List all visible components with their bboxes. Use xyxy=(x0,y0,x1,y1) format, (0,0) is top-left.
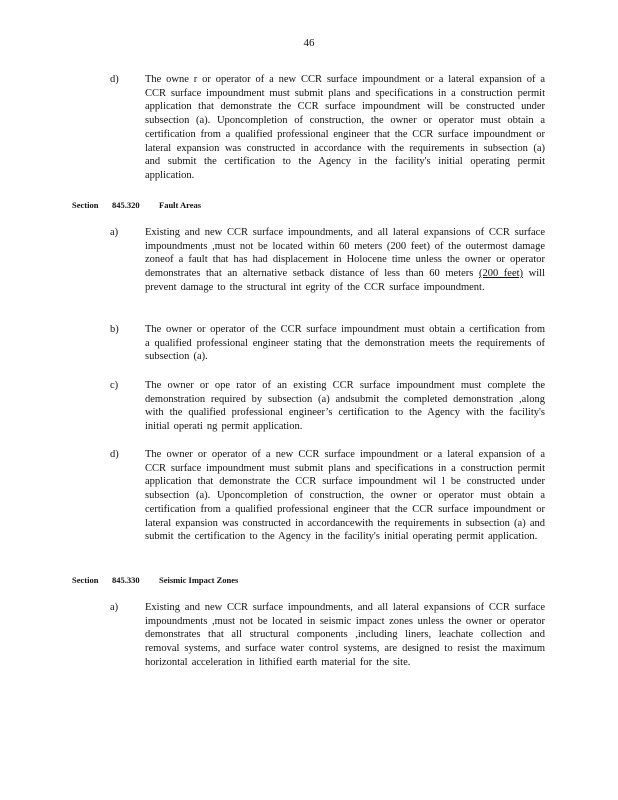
paragraph-text: The owner or operator of the CCR surface impoundment must obtain a certification from a qualified professional engineer stating that the demonstration meets the requirements of subsection (a). xyxy=(145,324,545,363)
section-number: 845.330 xyxy=(112,575,140,585)
text-after: will prevent damage to the structural int egrity of the CCR surface impoundment. xyxy=(145,268,545,293)
page-number: 46 xyxy=(303,37,315,49)
section-title: Seismic Impact Zones xyxy=(159,575,239,585)
section-number: 845.320 xyxy=(112,200,140,210)
paragraph-letter: c) xyxy=(110,380,119,391)
section-label: Section xyxy=(72,575,99,585)
paragraph-text: The owner or operator of a new CCR surface impoundment or a lateral expansion of a CCR surface impoundment must submit plans and specifications in a construction permit application that demonstrate the CCR surface impoundment wil l be constructed under subsection (a). Uponcompletion of construction, the owner or operator must obtain a certification from a qualified professional engineer that the CCR surface impoundment or lateral expansion was constructed in accordancewith the requirements in subsection (a) and submit the certification to the Agency in the facility's initial operating permit application. xyxy=(145,449,545,543)
section-label: Section xyxy=(72,200,99,210)
paragraph-text: The owne r or operator of a new CCR surface impoundment or a lateral expansion of a CCR surface impoundment must submit plans and specifications in a construction permit application that demonstrate the CCR surface impoundment will be constructed under subsection (a). Uponcompletion of construction, the owner or operator must obtain a certification from a qualified professional engineer that the CCR surface impoundment or lateral expansion was constructed in accordance with the requirements in subsection (a) and submit the certification to the Agency in the facility's initial operating permit application. xyxy=(145,74,545,181)
paragraph-letter: a) xyxy=(110,227,119,238)
paragraph-text: The owner or ope rator of an existing CCR surface impoundment must complete the demonstration required by subsection (a) andsubmit the completed demonstration ,along with the qualified professional engineer’s certification to the Agency with the facility's initial operati ng permit application. xyxy=(145,380,545,433)
section-heading-845-330 xyxy=(72,575,238,585)
paragraph-text xyxy=(145,226,545,295)
text-before: Existing and new CCR surface impoundments, and all lateral expansions of CCR surface impoundments ,must not be located within 60 meters (200 feet) of the outermost damage zoneof a fault that has had displacement in Holocene time unless the owner or operator demonstrates that an alternative setback distance of less than 60 meters xyxy=(145,227,545,280)
section-title: Fault Areas xyxy=(159,200,202,210)
paragraph-letter: d) xyxy=(110,449,119,460)
paragraph-letter: b) xyxy=(110,324,119,335)
section-heading-845-320 xyxy=(72,200,201,210)
paragraph-letter: a) xyxy=(110,602,119,613)
paragraph-text: Existing and new CCR surface impoundments, and all lateral expansions of CCR surface impoundments ,must not be located in seismic impact zones unless the owner or operator demonstrates that all structural components ,including liners, leachate collection and removal systems, and surface water control systems, are designed to resist the maximum horizontal acceleration in lithified earth material for the site. xyxy=(145,602,545,668)
paragraph-letter: d) xyxy=(110,74,119,85)
underlined-text: (200 feet) xyxy=(478,268,524,280)
